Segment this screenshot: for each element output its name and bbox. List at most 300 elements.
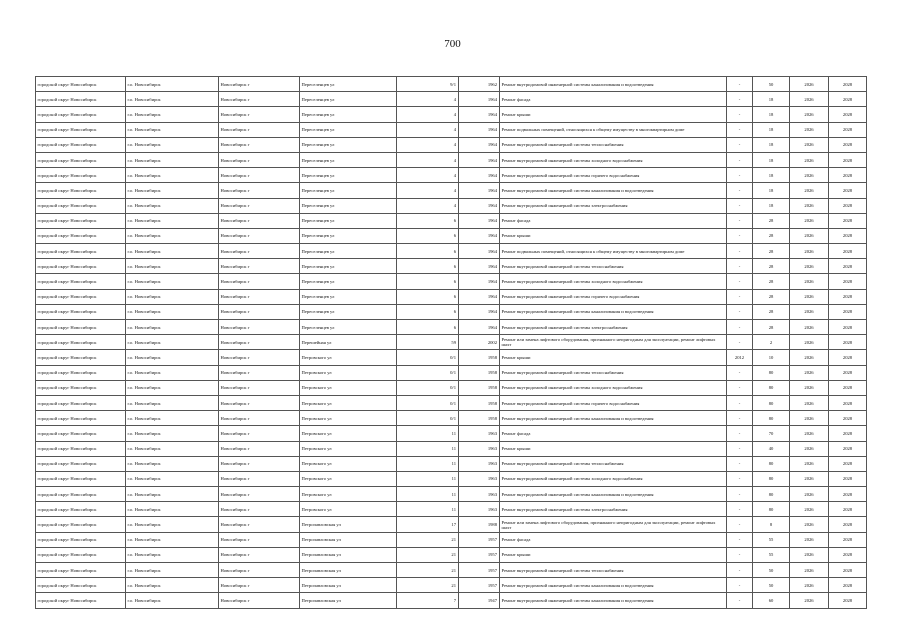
district-cell: г.о. Новосибирск [126, 578, 219, 593]
district-cell: г.о. Новосибирск [126, 137, 219, 152]
work-type-cell: Ремонт крыши [500, 228, 727, 243]
wear-percent-cell: 80 [753, 365, 790, 380]
street-cell: Переселенцев ул [300, 274, 397, 289]
house-number-cell: 6 [397, 228, 459, 243]
street-cell: Петровского ул [300, 395, 397, 410]
city-cell: Новосибирск г [219, 502, 300, 517]
city-cell: Новосибирск г [219, 92, 300, 107]
street-cell: Переселенцев ул [300, 137, 397, 152]
city-cell: Новосибирск г [219, 244, 300, 259]
last-repair-year-cell: - [727, 517, 753, 532]
end-year-cell: 2028 [829, 502, 867, 517]
table-row [36, 77, 867, 92]
wear-percent-cell: 28 [753, 289, 790, 304]
wear-percent-cell: 18 [753, 122, 790, 137]
last-repair-year-cell: - [727, 183, 753, 198]
wear-percent-cell: 28 [753, 274, 790, 289]
district-cell: г.о. Новосибирск [126, 274, 219, 289]
start-year-cell: 2026 [790, 350, 829, 365]
build-year-cell: 1964 [459, 122, 500, 137]
wear-percent-cell: 28 [753, 304, 790, 319]
house-number-cell: 0/1 [397, 380, 459, 395]
work-type-cell: Ремонт фасада [500, 426, 727, 441]
house-number-cell: 11 [397, 456, 459, 471]
city-cell: Новосибирск г [219, 320, 300, 335]
end-year-cell: 2028 [829, 289, 867, 304]
table-row [36, 244, 867, 259]
city-cell: Новосибирск г [219, 547, 300, 562]
last-repair-year-cell: - [727, 471, 753, 486]
start-year-cell: 2026 [790, 471, 829, 486]
street-cell: Переселенцев ул [300, 213, 397, 228]
work-type-cell: Ремонт фасада [500, 532, 727, 547]
wear-percent-cell: 28 [753, 213, 790, 228]
work-type-cell: Ремонт внутридомовой инженерной системы канализования и водоотведения [500, 183, 727, 198]
end-year-cell: 2028 [829, 183, 867, 198]
city-cell: Новосибирск г [219, 471, 300, 486]
work-type-cell: Ремонт внутридомовой инженерной системы канализования и водоотведения [500, 487, 727, 502]
house-number-cell: 4 [397, 152, 459, 167]
house-number-cell: 21 [397, 578, 459, 593]
build-year-cell: 1957 [459, 563, 500, 578]
city-cell: Новосибирск г [219, 380, 300, 395]
build-year-cell: 1958 [459, 395, 500, 410]
house-number-cell: 4 [397, 168, 459, 183]
end-year-cell: 2028 [829, 152, 867, 167]
municipality-cell: городской округ Новосибирск [36, 441, 126, 456]
district-cell: г.о. Новосибирск [126, 517, 219, 532]
street-cell: Переселенцев ул [300, 198, 397, 213]
district-cell: г.о. Новосибирск [126, 244, 219, 259]
work-type-cell: Ремонт или замена лифтового оборудования, признанного непригодным для эксплуатации, ремонт лифтовых шахт [500, 517, 727, 532]
start-year-cell: 2026 [790, 547, 829, 562]
last-repair-year-cell: - [727, 487, 753, 502]
start-year-cell: 2026 [790, 289, 829, 304]
start-year-cell: 2026 [790, 274, 829, 289]
district-cell: г.о. Новосибирск [126, 547, 219, 562]
wear-percent-cell: 18 [753, 183, 790, 198]
table-row [36, 532, 867, 547]
house-number-cell: 11 [397, 426, 459, 441]
city-cell: Новосибирск г [219, 411, 300, 426]
end-year-cell: 2028 [829, 563, 867, 578]
build-year-cell: 1957 [459, 532, 500, 547]
build-year-cell: 1964 [459, 289, 500, 304]
municipality-cell: городской округ Новосибирск [36, 350, 126, 365]
house-number-cell: 0/1 [397, 411, 459, 426]
table-row [36, 471, 867, 486]
table-row [36, 426, 867, 441]
municipality-cell: городской округ Новосибирск [36, 456, 126, 471]
table-row [36, 152, 867, 167]
municipality-cell: городской округ Новосибирск [36, 289, 126, 304]
start-year-cell: 2026 [790, 183, 829, 198]
last-repair-year-cell: - [727, 426, 753, 441]
build-year-cell: 1963 [459, 471, 500, 486]
house-number-cell: 4 [397, 183, 459, 198]
street-cell: Петровского ул [300, 380, 397, 395]
build-year-cell: 1988 [459, 517, 500, 532]
table-row [36, 122, 867, 137]
start-year-cell: 2026 [790, 517, 829, 532]
district-cell: г.о. Новосибирск [126, 213, 219, 228]
start-year-cell: 2026 [790, 92, 829, 107]
house-number-cell: 21 [397, 532, 459, 547]
house-number-cell: 4 [397, 198, 459, 213]
end-year-cell: 2028 [829, 320, 867, 335]
street-cell: Петровского ул [300, 502, 397, 517]
municipality-cell: городской округ Новосибирск [36, 183, 126, 198]
start-year-cell: 2026 [790, 380, 829, 395]
city-cell: Новосибирск г [219, 152, 300, 167]
start-year-cell: 2026 [790, 532, 829, 547]
municipality-cell: городской округ Новосибирск [36, 593, 126, 608]
wear-percent-cell: 80 [753, 487, 790, 502]
work-type-cell: Ремонт внутридомовой инженерной системы теплоснабжения [500, 456, 727, 471]
city-cell: Новосибирск г [219, 122, 300, 137]
table-row [36, 563, 867, 578]
work-type-cell: Ремонт внутридомовой инженерной системы холодного водоснабжения [500, 471, 727, 486]
work-type-cell: Ремонт внутридомовой инженерной системы канализования и водоотведения [500, 77, 727, 92]
city-cell: Новосибирск г [219, 304, 300, 319]
city-cell: Новосибирск г [219, 517, 300, 532]
work-type-cell: Ремонт внутридомовой инженерной системы холодного водоснабжения [500, 274, 727, 289]
house-number-cell: 6 [397, 244, 459, 259]
street-cell: Переселенцев ул [300, 122, 397, 137]
table-row [36, 502, 867, 517]
start-year-cell: 2026 [790, 107, 829, 122]
table-row [36, 198, 867, 213]
district-cell: г.о. Новосибирск [126, 441, 219, 456]
last-repair-year-cell: - [727, 198, 753, 213]
end-year-cell: 2028 [829, 168, 867, 183]
work-type-cell: Ремонт внутридомовой инженерной системы теплоснабжения [500, 365, 727, 380]
start-year-cell: 2026 [790, 213, 829, 228]
house-number-cell: 17 [397, 517, 459, 532]
build-year-cell: 1964 [459, 107, 500, 122]
build-year-cell: 1964 [459, 274, 500, 289]
wear-percent-cell: 50 [753, 578, 790, 593]
wear-percent-cell: 80 [753, 411, 790, 426]
wear-percent-cell: 18 [753, 92, 790, 107]
house-number-cell: 6 [397, 289, 459, 304]
last-repair-year-cell: - [727, 365, 753, 380]
city-cell: Новосибирск г [219, 228, 300, 243]
last-repair-year-cell: - [727, 259, 753, 274]
city-cell: Новосибирск г [219, 107, 300, 122]
district-cell: г.о. Новосибирск [126, 456, 219, 471]
municipality-cell: городской округ Новосибирск [36, 426, 126, 441]
city-cell: Новосибирск г [219, 350, 300, 365]
start-year-cell: 2026 [790, 578, 829, 593]
work-type-cell: Ремонт или замена лифтового оборудования, признанного непригодным для эксплуатации, ремонт лифтовых шахт [500, 335, 727, 350]
street-cell: Переселенцев ул [300, 77, 397, 92]
street-cell: Переселенцев ул [300, 304, 397, 319]
build-year-cell: 1964 [459, 168, 500, 183]
house-number-cell: 6 [397, 259, 459, 274]
city-cell: Новосибирск г [219, 137, 300, 152]
work-type-cell: Ремонт внутридомовой инженерной системы холодного водоснабжения [500, 380, 727, 395]
end-year-cell: 2028 [829, 517, 867, 532]
house-number-cell: 11 [397, 441, 459, 456]
house-number-cell: 21 [397, 563, 459, 578]
build-year-cell: 1957 [459, 547, 500, 562]
work-type-cell: Ремонт внутридомовой инженерной системы канализования и водоотведения [500, 411, 727, 426]
end-year-cell: 2028 [829, 471, 867, 486]
city-cell: Новосибирск г [219, 426, 300, 441]
district-cell: г.о. Новосибирск [126, 183, 219, 198]
end-year-cell: 2028 [829, 395, 867, 410]
municipality-cell: городской округ Новосибирск [36, 228, 126, 243]
district-cell: г.о. Новосибирск [126, 122, 219, 137]
house-number-cell: 6 [397, 320, 459, 335]
wear-percent-cell: 18 [753, 152, 790, 167]
start-year-cell: 2026 [790, 198, 829, 213]
last-repair-year-cell: - [727, 168, 753, 183]
municipality-cell: городской округ Новосибирск [36, 198, 126, 213]
work-type-cell: Ремонт крыши [500, 350, 727, 365]
last-repair-year-cell: - [727, 593, 753, 608]
table-row [36, 289, 867, 304]
house-number-cell: 59 [397, 335, 459, 350]
municipality-cell: городской округ Новосибирск [36, 168, 126, 183]
last-repair-year-cell: - [727, 441, 753, 456]
table-row [36, 517, 867, 532]
build-year-cell: 1962 [459, 77, 500, 92]
municipality-cell: городской округ Новосибирск [36, 274, 126, 289]
end-year-cell: 2028 [829, 259, 867, 274]
end-year-cell: 2028 [829, 213, 867, 228]
street-cell: Петропавловская ул [300, 547, 397, 562]
end-year-cell: 2028 [829, 547, 867, 562]
last-repair-year-cell: - [727, 122, 753, 137]
city-cell: Новосибирск г [219, 593, 300, 608]
end-year-cell: 2028 [829, 244, 867, 259]
wear-percent-cell: 40 [753, 441, 790, 456]
table-row [36, 456, 867, 471]
last-repair-year-cell: - [727, 502, 753, 517]
end-year-cell: 2028 [829, 456, 867, 471]
last-repair-year-cell: - [727, 411, 753, 426]
street-cell: Петропавловская ул [300, 532, 397, 547]
build-year-cell: 1964 [459, 320, 500, 335]
end-year-cell: 2028 [829, 335, 867, 350]
end-year-cell: 2028 [829, 92, 867, 107]
wear-percent-cell: 80 [753, 456, 790, 471]
wear-percent-cell: 55 [753, 547, 790, 562]
start-year-cell: 2026 [790, 304, 829, 319]
work-type-cell: Ремонт крыши [500, 107, 727, 122]
table-row [36, 213, 867, 228]
street-cell: Переселенцев ул [300, 168, 397, 183]
end-year-cell: 2028 [829, 411, 867, 426]
build-year-cell: 1963 [459, 456, 500, 471]
end-year-cell: 2028 [829, 441, 867, 456]
street-cell: Петровского ул [300, 441, 397, 456]
table-row [36, 441, 867, 456]
work-type-cell: Ремонт внутридомовой инженерной системы канализования и водоотведения [500, 593, 727, 608]
municipality-cell: городской округ Новосибирск [36, 244, 126, 259]
wear-percent-cell: 50 [753, 563, 790, 578]
district-cell: г.о. Новосибирск [126, 320, 219, 335]
last-repair-year-cell: - [727, 152, 753, 167]
district-cell: г.о. Новосибирск [126, 395, 219, 410]
house-number-cell: 6 [397, 213, 459, 228]
house-number-cell: 11 [397, 502, 459, 517]
table-row [36, 259, 867, 274]
municipality-cell: городской округ Новосибирск [36, 517, 126, 532]
work-type-cell: Ремонт подвальных помещений, относящихся к общему имуществу в многоквартирном доме [500, 244, 727, 259]
house-number-cell: 4 [397, 122, 459, 137]
street-cell: Переселенцев ул [300, 92, 397, 107]
table-row [36, 487, 867, 502]
wear-percent-cell: 18 [753, 198, 790, 213]
last-repair-year-cell: - [727, 320, 753, 335]
street-cell: Петропавловская ул [300, 578, 397, 593]
house-number-cell: 21 [397, 547, 459, 562]
start-year-cell: 2026 [790, 168, 829, 183]
municipality-cell: городской округ Новосибирск [36, 547, 126, 562]
table-row [36, 380, 867, 395]
build-year-cell: 1958 [459, 365, 500, 380]
end-year-cell: 2028 [829, 426, 867, 441]
work-type-cell: Ремонт внутридомовой инженерной системы электроснабжения [500, 502, 727, 517]
last-repair-year-cell: - [727, 380, 753, 395]
table-row [36, 411, 867, 426]
table-row [36, 228, 867, 243]
city-cell: Новосибирск г [219, 259, 300, 274]
work-type-cell: Ремонт внутридомовой инженерной системы канализования и водоотведения [500, 304, 727, 319]
start-year-cell: 2026 [790, 411, 829, 426]
work-type-cell: Ремонт фасада [500, 213, 727, 228]
start-year-cell: 2026 [790, 244, 829, 259]
work-type-cell: Ремонт крыши [500, 441, 727, 456]
work-type-cell: Ремонт внутридомовой инженерной системы холодного водоснабжения [500, 152, 727, 167]
district-cell: г.о. Новосибирск [126, 92, 219, 107]
table-row [36, 365, 867, 380]
last-repair-year-cell: - [727, 532, 753, 547]
work-type-cell: Ремонт внутридомовой инженерной системы электроснабжения [500, 198, 727, 213]
table-row [36, 183, 867, 198]
wear-percent-cell: 8 [753, 517, 790, 532]
house-number-cell: 0/1 [397, 395, 459, 410]
city-cell: Новосибирск г [219, 213, 300, 228]
last-repair-year-cell: - [727, 304, 753, 319]
build-year-cell: 1957 [459, 578, 500, 593]
house-number-cell: 7 [397, 593, 459, 608]
build-year-cell: 1947 [459, 593, 500, 608]
start-year-cell: 2026 [790, 228, 829, 243]
municipality-cell: городской округ Новосибирск [36, 213, 126, 228]
city-cell: Новосибирск г [219, 456, 300, 471]
work-type-cell: Ремонт внутридомовой инженерной системы канализования и водоотведения [500, 578, 727, 593]
build-year-cell: 1964 [459, 198, 500, 213]
street-cell: Переселенцев ул [300, 107, 397, 122]
municipality-cell: городской округ Новосибирск [36, 259, 126, 274]
end-year-cell: 2028 [829, 487, 867, 502]
table-row [36, 107, 867, 122]
city-cell: Новосибирск г [219, 532, 300, 547]
table-row [36, 578, 867, 593]
municipality-cell: городской округ Новосибирск [36, 335, 126, 350]
district-cell: г.о. Новосибирск [126, 289, 219, 304]
municipality-cell: городской округ Новосибирск [36, 411, 126, 426]
end-year-cell: 2028 [829, 593, 867, 608]
build-year-cell: 1964 [459, 228, 500, 243]
street-cell: Петровского ул [300, 471, 397, 486]
end-year-cell: 2028 [829, 532, 867, 547]
table-row [36, 335, 867, 350]
end-year-cell: 2028 [829, 274, 867, 289]
district-cell: г.о. Новосибирск [126, 532, 219, 547]
municipality-cell: городской округ Новосибирск [36, 107, 126, 122]
table-row [36, 395, 867, 410]
build-year-cell: 2002 [459, 335, 500, 350]
last-repair-year-cell: - [727, 563, 753, 578]
start-year-cell: 2026 [790, 259, 829, 274]
city-cell: Новосибирск г [219, 168, 300, 183]
municipality-cell: городской округ Новосибирск [36, 137, 126, 152]
street-cell: Переселенцев ул [300, 320, 397, 335]
street-cell: Петропавловская ул [300, 517, 397, 532]
end-year-cell: 2028 [829, 77, 867, 92]
house-number-cell: 4 [397, 92, 459, 107]
work-type-cell: Ремонт подвальных помещений, относящихся к общему имуществу в многоквартирном доме [500, 122, 727, 137]
table-row [36, 547, 867, 562]
work-type-cell: Ремонт крыши [500, 547, 727, 562]
house-number-cell: 6 [397, 304, 459, 319]
table-row [36, 137, 867, 152]
start-year-cell: 2026 [790, 77, 829, 92]
build-year-cell: 1964 [459, 137, 500, 152]
district-cell: г.о. Новосибирск [126, 563, 219, 578]
last-repair-year-cell: - [727, 77, 753, 92]
city-cell: Новосибирск г [219, 395, 300, 410]
end-year-cell: 2028 [829, 122, 867, 137]
house-number-cell: 4 [397, 137, 459, 152]
last-repair-year-cell: - [727, 274, 753, 289]
work-type-cell: Ремонт внутридомовой инженерной системы горячего водоснабжения [500, 168, 727, 183]
district-cell: г.о. Новосибирск [126, 107, 219, 122]
build-year-cell: 1964 [459, 213, 500, 228]
build-year-cell: 1963 [459, 426, 500, 441]
work-type-cell: Ремонт фасада [500, 92, 727, 107]
table-row [36, 350, 867, 365]
city-cell: Новосибирск г [219, 487, 300, 502]
house-number-cell: 4 [397, 107, 459, 122]
city-cell: Новосибирск г [219, 289, 300, 304]
start-year-cell: 2026 [790, 502, 829, 517]
district-cell: г.о. Новосибирск [126, 168, 219, 183]
build-year-cell: 1958 [459, 380, 500, 395]
end-year-cell: 2028 [829, 137, 867, 152]
end-year-cell: 2028 [829, 365, 867, 380]
table-row [36, 304, 867, 319]
city-cell: Новосибирск г [219, 441, 300, 456]
street-cell: Переселенцев ул [300, 244, 397, 259]
build-year-cell: 1958 [459, 350, 500, 365]
work-type-cell: Ремонт внутридомовой инженерной системы теплоснабжения [500, 563, 727, 578]
city-cell: Новосибирск г [219, 77, 300, 92]
build-year-cell: 1964 [459, 259, 500, 274]
work-type-cell: Ремонт внутридомовой инженерной системы теплоснабжения [500, 137, 727, 152]
end-year-cell: 2028 [829, 380, 867, 395]
start-year-cell: 2026 [790, 593, 829, 608]
start-year-cell: 2026 [790, 320, 829, 335]
city-cell: Новосибирск г [219, 274, 300, 289]
district-cell: г.о. Новосибирск [126, 471, 219, 486]
wear-percent-cell: 28 [753, 228, 790, 243]
